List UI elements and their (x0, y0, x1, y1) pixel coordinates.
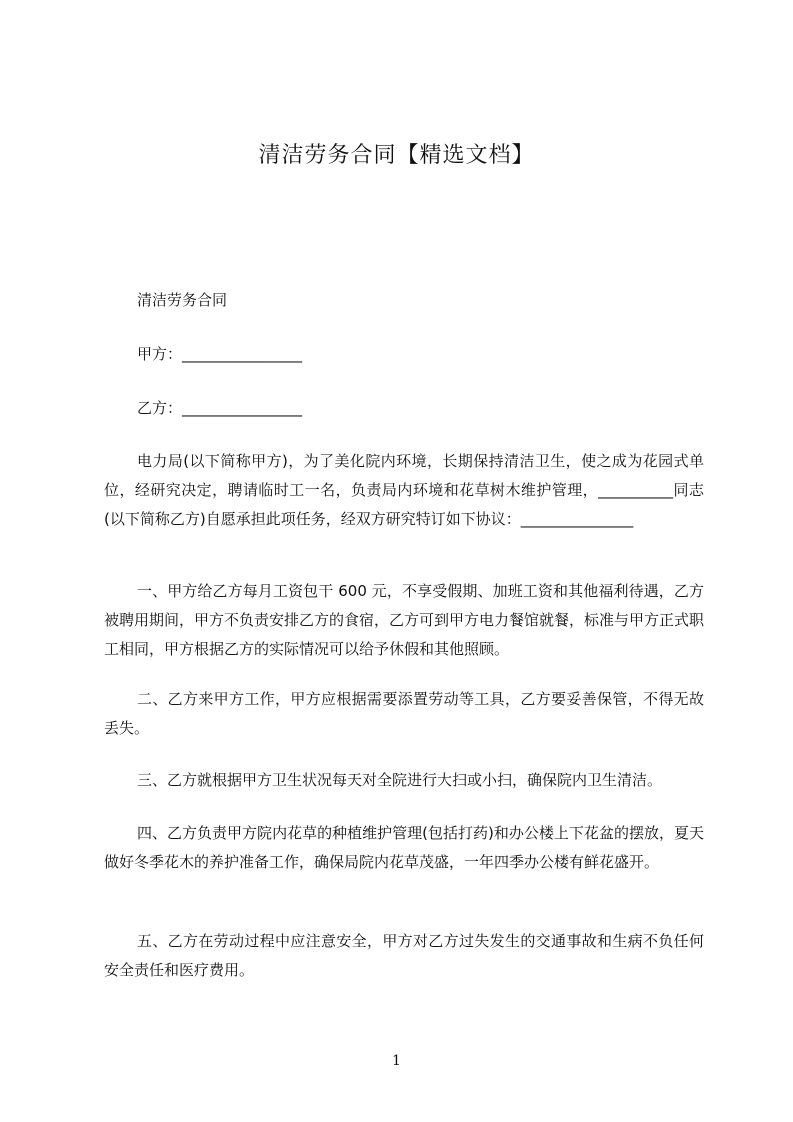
party-b-line: 乙方：________________ (137, 399, 303, 417)
preamble-paragraph: 电力局(以下简称甲方)，为了美化院内环境，长期保持清洁卫生，使之成为花园式单位，经研究决定，聘请临时工一名，负责局内环境和花草树木维护管理，__________同志(以下简称乙方)自愿承担此项任务，经双方研究特订如下协议：_______________ (104, 452, 704, 528)
clause-4-paragraph: 四、乙方负责甲方院内花草的种植维护管理(包括打药)和办公楼上下花盆的摆放，夏天做好冬季花木的养护准备工作，确保局院内花草茂盛，一年四季办公楼有鲜花盛开。 (104, 824, 704, 871)
clause-1-paragraph: 一、甲方给乙方每月工资包干 600 元，不享受假期、加班工资和其他福利待遇，乙方被聘用期间，甲方不负责安排乙方的食宿，乙方可到甲方电力餐馆就餐，标准与甲方正式职工相同，甲方根据乙方的实际情况可以给予休假和其他照顾。 (104, 582, 705, 658)
party-a-line: 甲方：________________ (137, 345, 303, 363)
document-title: 清洁劳务合同【精选文档】 (258, 143, 535, 168)
contract-heading: 清洁劳务合同 (137, 291, 228, 309)
clause-3-paragraph: 三、乙方就根据甲方卫生状况每天对全院进行大扫或小扫，确保院内卫生清洁。 (137, 771, 663, 789)
clause-2-paragraph: 二、乙方来甲方工作，甲方应根据需要添置劳动等工具，乙方要妥善保管，不得无故丢失。 (104, 690, 704, 737)
page-number: 1 (392, 1053, 401, 1069)
clause-5-paragraph: 五、乙方在劳动过程中应注意安全，甲方对乙方过失发生的交通事故和生病不负任何安全责任和医疗费用。 (104, 932, 704, 979)
